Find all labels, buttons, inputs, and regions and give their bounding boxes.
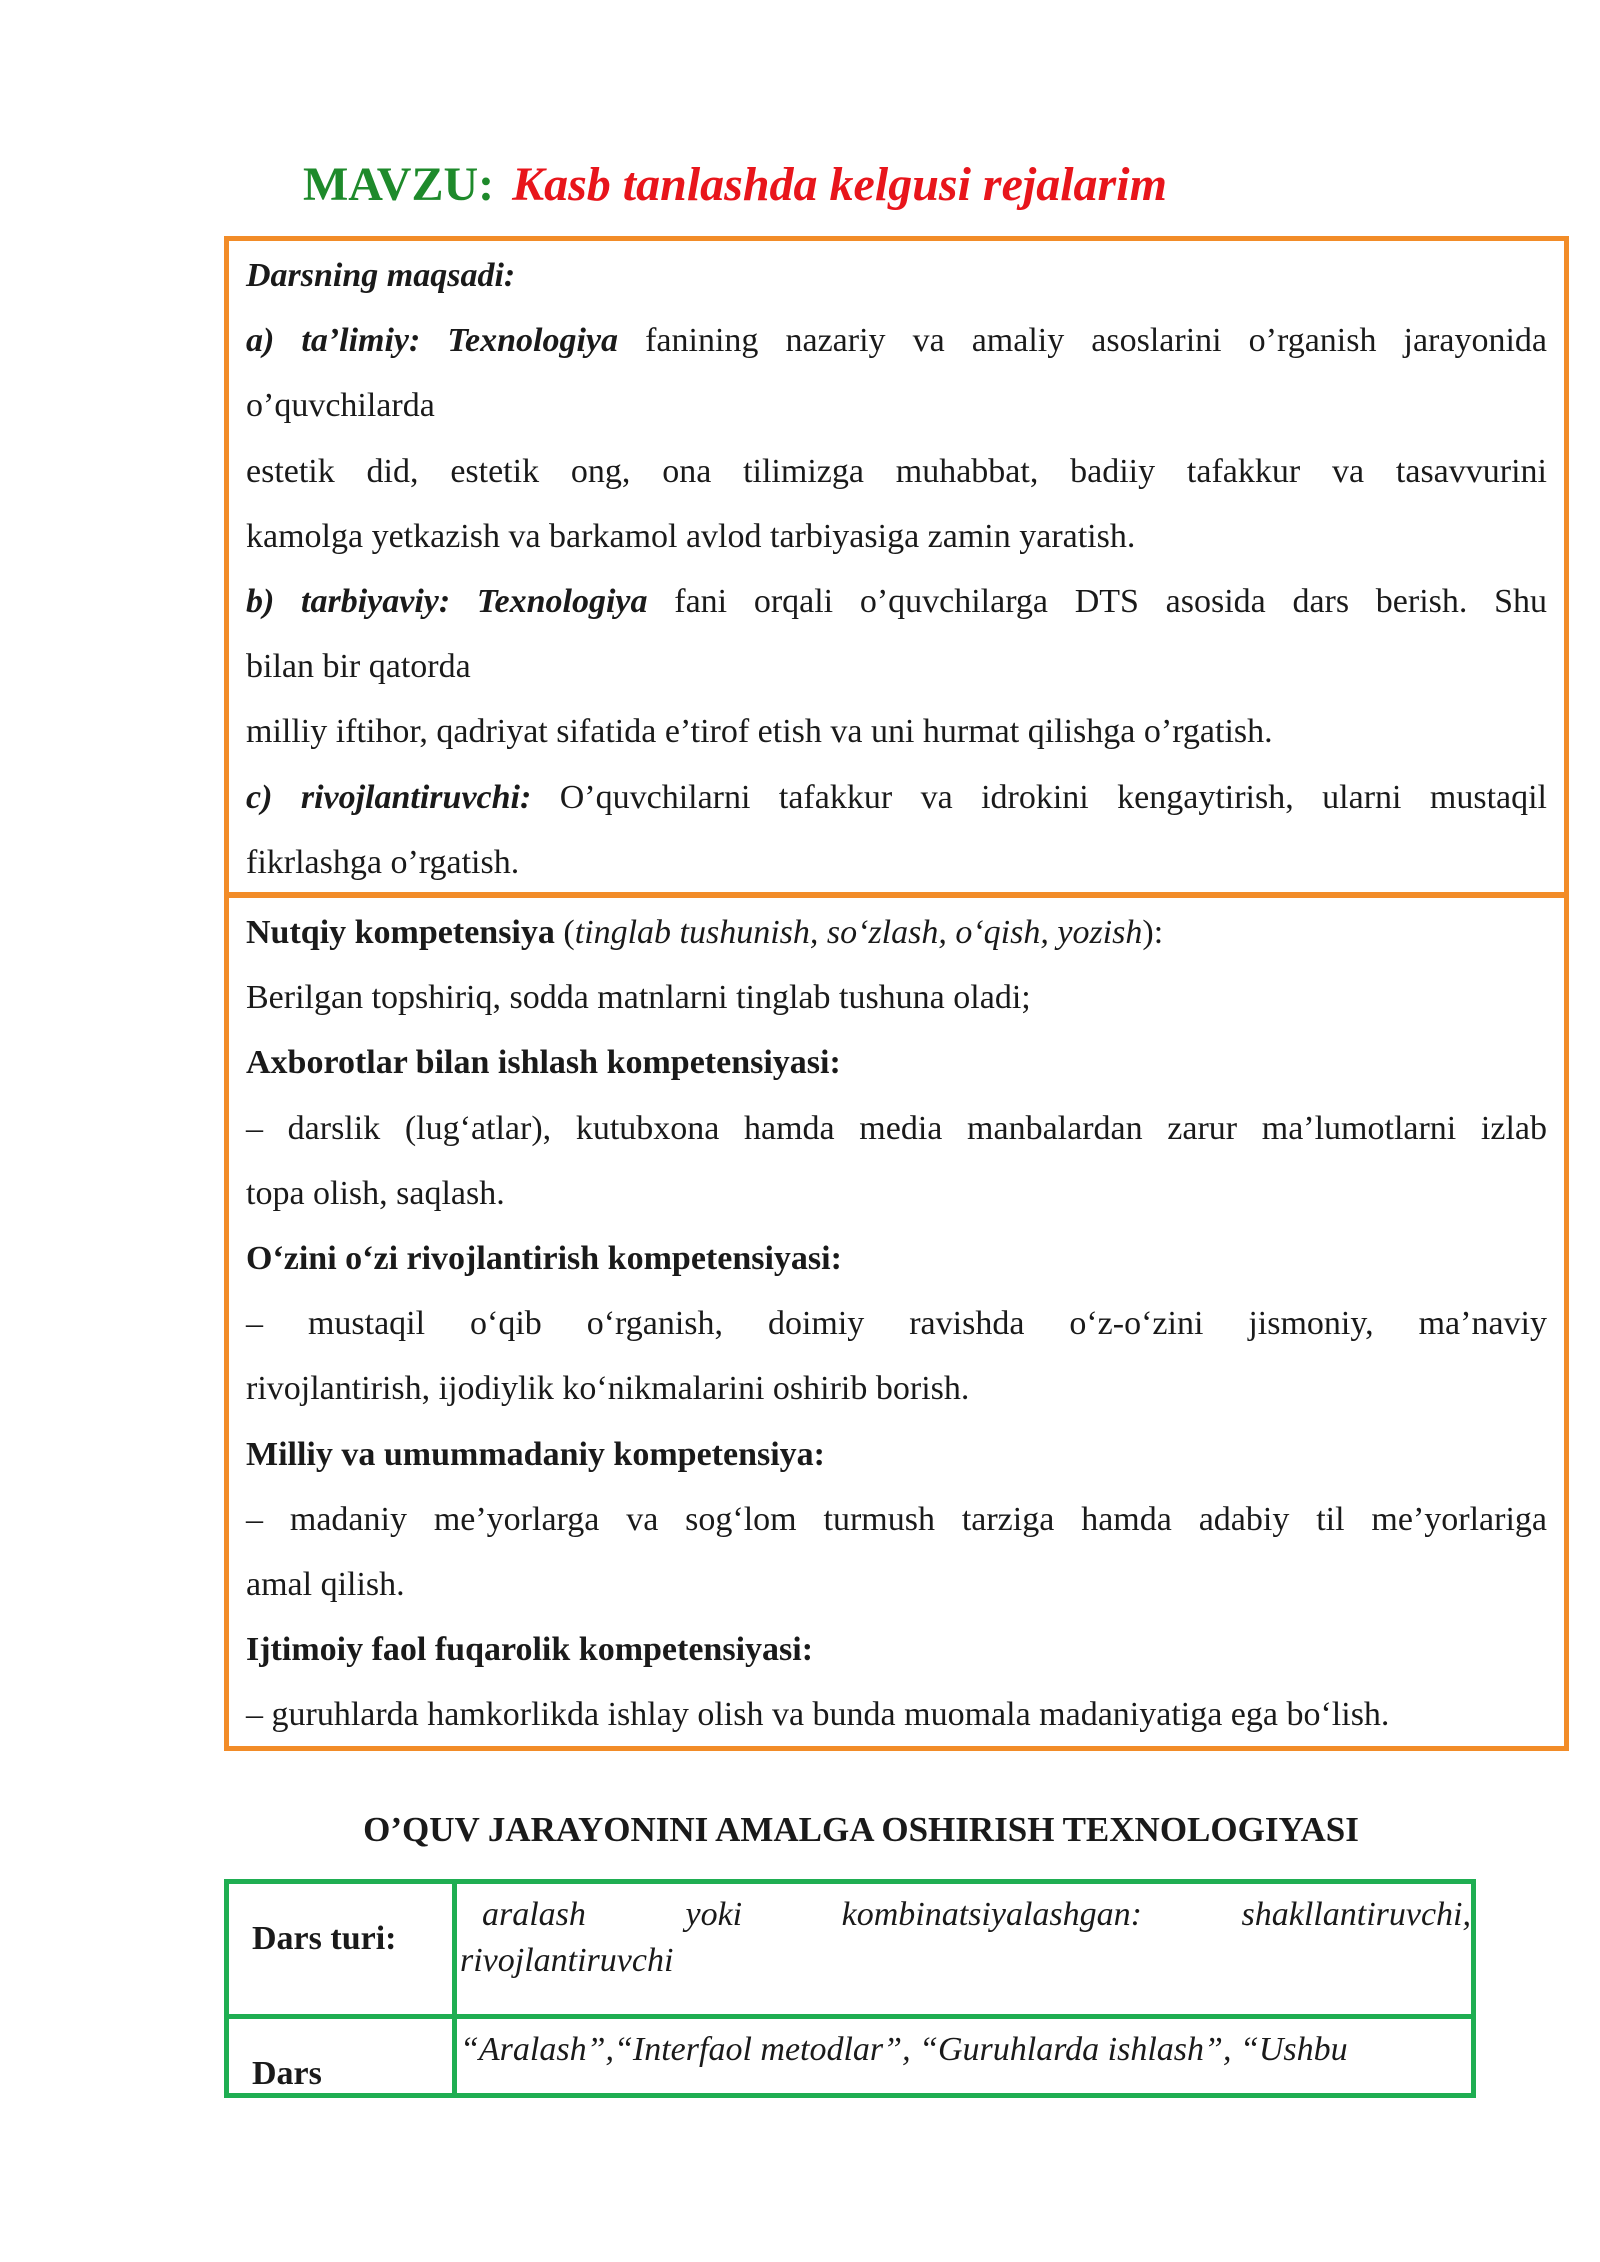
title-topic: Kasb tanlashda kelgusi rejalarim — [512, 158, 1167, 211]
self-competency-heading: O‘zini o‘zi rivojlantirish kompetensiyasi: — [246, 1240, 842, 1278]
goal-a-line4: kamolga yetkazish va barkamol avlod tarbiyasiga zamin yaratish. — [246, 517, 1136, 555]
goal-a-text: fanining nazariy va amaliy asoslarini o’rganish jarayonida — [645, 322, 1548, 360]
page-title — [303, 150, 1167, 220]
lesson-type-line1: aralash yoki kombinatsiyalashgan: shakllantiruvchi, — [482, 1896, 1471, 1933]
goal-a-line3: estetik did, estetik ong, ona tilimizga muhabbat, badiiy tafakkur va tasavvurini — [246, 452, 1547, 490]
goal-a-line1 — [246, 308, 1547, 373]
civic-competency-heading: Ijtimoiy faol fuqarolik kompetensiyasi: — [246, 1631, 814, 1669]
title-label: MAVZU: — [303, 158, 495, 211]
speech-competency-heading — [246, 900, 1547, 965]
speech-text: Berilgan topshiriq, sodda matnlarni tinglab tushuna oladi; — [246, 979, 1031, 1017]
goal-a-line2: o’quvchilarda — [246, 387, 435, 425]
cultural-line2: amal qilish. — [246, 1566, 405, 1604]
goal-b-line3: milliy iftihor, qadriyat sifatida e’tirof etish va uni hurmat qilishga o’rgatish. — [246, 713, 1273, 751]
speech-skills: tinglab tushunish, so‘zlash, o‘qish, yozish — [574, 914, 1143, 951]
goal-b-line2: bilan bir qatorda — [246, 648, 471, 686]
goal-c-line1 — [246, 765, 1547, 830]
goal-c-line2: fikrlashga o’rgatish. — [246, 843, 520, 881]
cultural-line1: – madaniy me’yorlarga va sog‘lom turmush tarziga hamda adabiy til me’yorlariga — [246, 1500, 1547, 1538]
speech-paren-open: ( — [563, 914, 575, 951]
table-row — [227, 2017, 1474, 2096]
table-key-cell: Dars — [227, 2017, 455, 2096]
goal-b-text: fani orqali o’quvchilarga DTS asosida dars berish. Shu — [674, 583, 1548, 621]
goal-c-label: c) rivojlantiruvchi: — [246, 778, 532, 816]
lesson-methods-line1: “Aralash”,“Interfaol metodlar”, “Guruhlarda ishlash”, “Ushbu — [460, 2031, 1348, 2068]
table-row — [227, 1882, 1474, 2017]
info-line1: – darslik (lug‘atlar), kutubxona hamda media manbalardan zarur ma’lumotlarni izlab — [246, 1109, 1547, 1147]
goal-c-text: O’quvchilarni tafakkur va idrokini kengaytirish, ularni mustaqil — [559, 778, 1547, 816]
goals-heading: Darsning maqsadi: — [246, 257, 516, 294]
goal-b-label: b) tarbiyaviy: Texnologiya — [246, 583, 648, 621]
competencies-box — [224, 893, 1569, 1751]
lesson-type-line2: rivojlantiruvchi — [460, 1942, 674, 1979]
cultural-competency-heading: Milliy va umummadaniy kompetensiya: — [246, 1435, 825, 1473]
self-line2: rivojlantirish, ijodiylik ko‘nikmalarini oshirib borish. — [246, 1370, 970, 1408]
info-line2: topa olish, saqlash. — [246, 1174, 505, 1212]
goal-b-line1 — [246, 569, 1547, 634]
table-value-cell — [455, 1882, 1474, 2017]
lesson-technology-table — [224, 1879, 1476, 2098]
self-line1: – mustaqil o‘qib o‘rganish, doimiy ravishda o‘z-o‘zini jismoniy, ma’naviy — [246, 1305, 1547, 1343]
speech-title: Nutqiy kompetensiya — [246, 914, 555, 951]
table-key-cell: Dars turi: — [227, 1882, 455, 2017]
info-competency-heading: Axborotlar bilan ishlash kompetensiyasi: — [246, 1044, 841, 1082]
section-title: O’QUV JARAYONINI AMALGA OSHIRISH TEXNOLOGIYASI — [363, 1810, 1359, 1849]
table-value-cell — [455, 2017, 1474, 2096]
civic-line1: – guruhlarda hamkorlikda ishlay olish va bunda muomala madaniyatiga ega bo‘lish. — [246, 1696, 1390, 1734]
lesson-goals-box — [224, 236, 1569, 897]
goal-a-label: a) ta’limiy: Texnologiya — [246, 322, 619, 360]
speech-paren-close: ): — [1142, 914, 1164, 951]
